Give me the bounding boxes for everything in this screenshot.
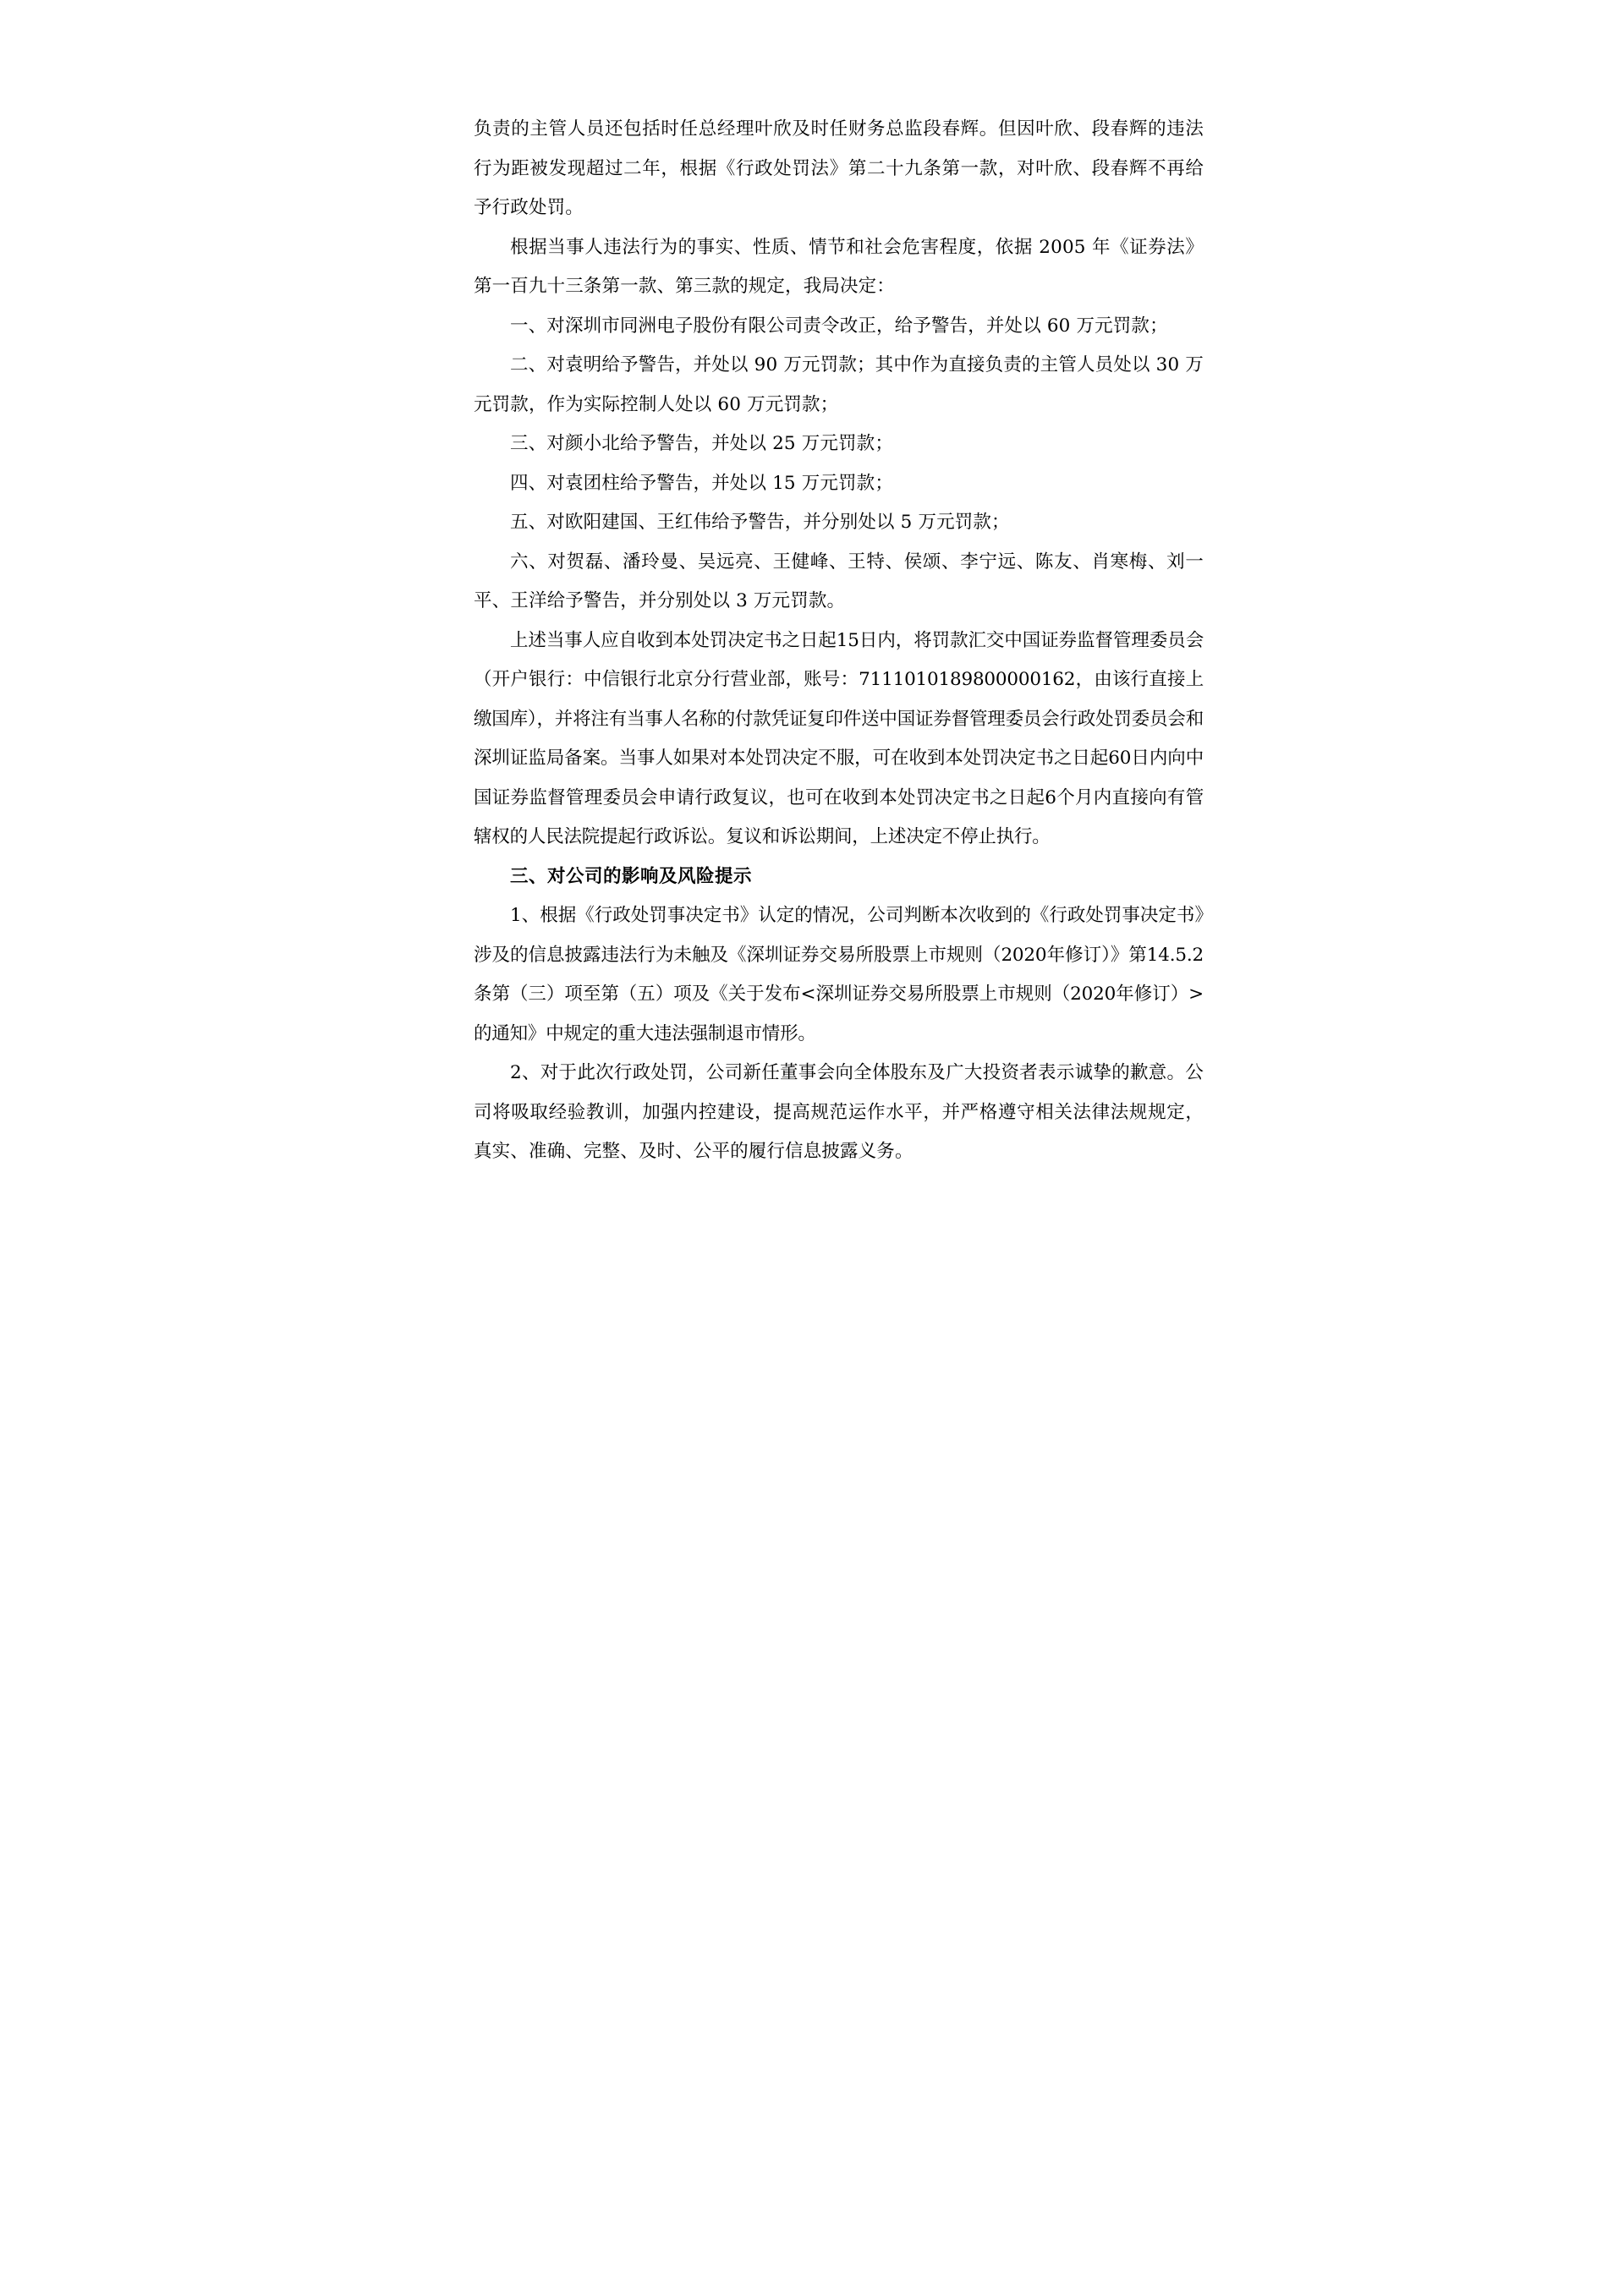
impact-item-2: 2、对于此次行政处罚，公司新任董事会向全体股东及广大投资者表示诚挚的歉意。公司将吸取经验教训，加强内控建设，提高规范运作水平，并严格遵守相关法律法规规定，真实、准确、完整、及时、公平的履行信息披露义务。 (474, 1062, 1204, 1162)
paragraph-payment-and-appeal: 上述当事人应自收到本处罚决定书之日起15日内，将罚款汇交中国证券监督管理委员会（开户银行：中信银行北京分行营业部，账号：7111010189800000162，由该行直接上缴国库），并将注有当事人名称的付款凭证复印件送中国证券督管理委员会行政处罚委员会和深圳证监局备案。当事人如果对本处罚决定不服，可在收到本处罚决定书之日起60日内向中国证券监督管理委员会申请行政复议，也可在收到本处罚决定书之日起6个月内直接向有管辖权的人民法院提起行政诉讼。复议和诉讼期间，上述决定不停止执行。 (474, 629, 1204, 847)
penalty-item-3: 三、对颜小北给予警告，并处以 25 万元罚款； (510, 433, 893, 454)
penalty-item-2: 二、对袁明给予警告，并处以 90 万元罚款；其中作为直接负责的主管人员处以 30 万元罚款，作为实际控制人处以 60 万元罚款； (474, 354, 1204, 415)
impact-item-1: 1、根据《行政处罚事决定书》认定的情况，公司判断本次收到的《行政处罚事决定书》涉及的信息披露违法行为未触及《深圳证券交易所股票上市规则（2020年修订）》第14.5.2条第（三）项至第（五）项及《关于发布<深圳证券交易所股票上市规则（2020年修订）>的通知》中规定的重大违法强制退市情形。 (474, 905, 1204, 1044)
paragraph-continuation-liability: 负责的主管人员还包括时任总经理叶欣及时任财务总监段春辉。但因叶欣、段春辉的违法行为距被发现超过二年，根据《行政处罚法》第二十九条第一款，对叶欣、段春辉不再给予行政处罚。 (474, 118, 1204, 218)
penalty-item-5: 五、对欧阳建国、王红伟给予警告，并分别处以 5 万元罚款； (510, 512, 1010, 533)
paragraph-legal-basis: 根据当事人违法行为的事实、性质、情节和社会危害程度，依据 2005 年《证券法》第一百九十三条第一款、第三款的规定，我局决定： (474, 236, 1204, 297)
document-page (338, 0, 1286, 1340)
penalty-item-1: 一、对深圳市同洲电子股份有限公司责令改正，给予警告，并处以 60 万元罚款； (510, 315, 1168, 337)
penalty-item-4: 四、对袁团柱给予警告，并处以 15 万元罚款； (510, 472, 893, 494)
section-heading-impact-and-risk: 三、对公司的影响及风险提示 (510, 865, 753, 887)
penalty-item-6: 六、对贺磊、潘玲曼、吴远亮、王健峰、王特、侯颂、李宁远、陈友、肖寒梅、刘一平、王洋给予警告，并分别处以 3 万元罚款。 (474, 551, 1204, 611)
document-body (474, 110, 1204, 1172)
